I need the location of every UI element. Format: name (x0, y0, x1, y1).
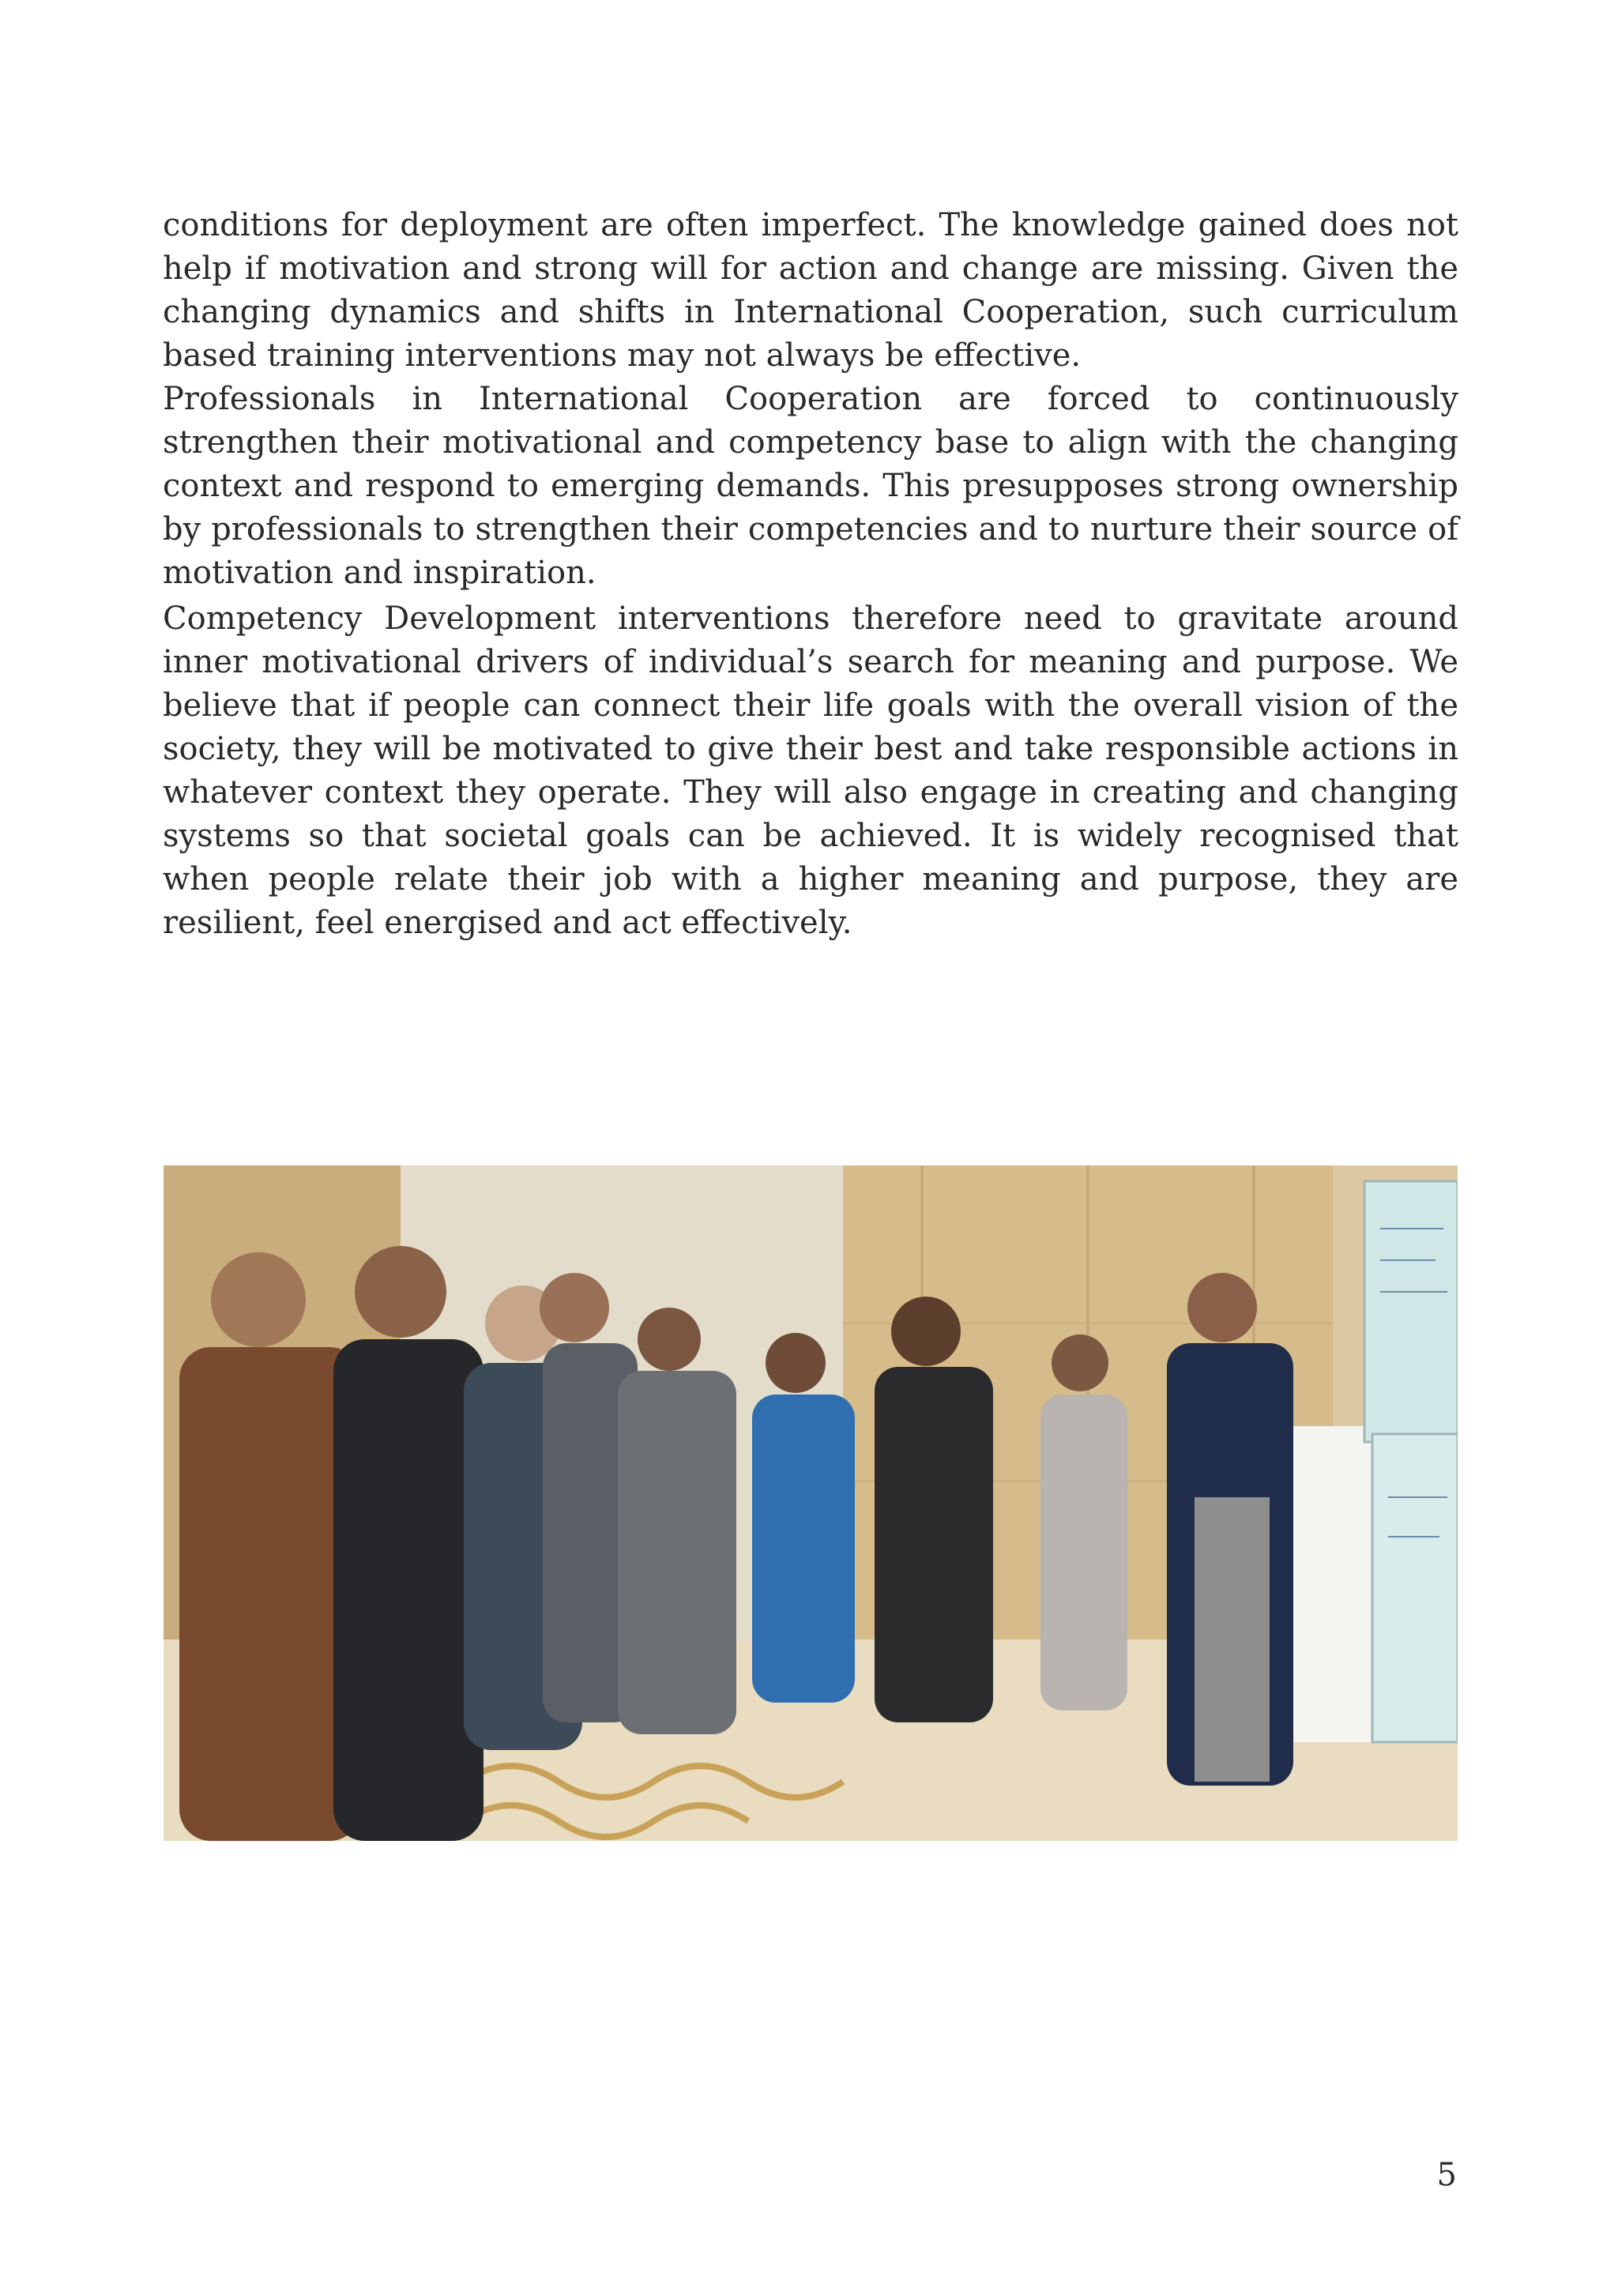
photo-person-5 (618, 1308, 736, 1734)
paragraph-1: conditions for deployment are often imperfect. The knowledge gained does not help if motivation and strong will for action and change are missing. Given the changing dynamics and shifts in International Cooperation, such curriculum based training interventions may not always be effective. (163, 207, 1458, 374)
photo-flipchart-1 (1364, 1181, 1458, 1442)
paragraph-3: Competency Development interventions therefore need to gravitate around inner motivational drivers of individual’s search for meaning and purpose. We believe that if people can connect their life goals with the overall vision of the society, they will be motivated to give their best and take responsible actions in whatever context they operate. They will also engage in creating and changing systems so that societal goals can be achieved. It is widely recognised that when people relate their job with a higher meaning and purpose, they are resilient, feel energised and act effectively. (163, 600, 1458, 941)
page-number: 5 (1436, 2157, 1457, 2193)
body-text-bottom (163, 597, 1458, 945)
body-text-top (163, 204, 1458, 595)
workshop-photo (164, 1165, 1458, 1841)
photo-person-9 (1167, 1273, 1293, 1786)
paragraph-2: Professionals in International Cooperation are forced to continuously strengthen their motivational and competency base to align with the changing context and respond to emerging demands. This presupposes strong ownership by professionals to strengthen their competencies and to nurture their source of motivation and inspiration. (163, 381, 1458, 591)
photo-flipchart-2 (1372, 1434, 1458, 1742)
